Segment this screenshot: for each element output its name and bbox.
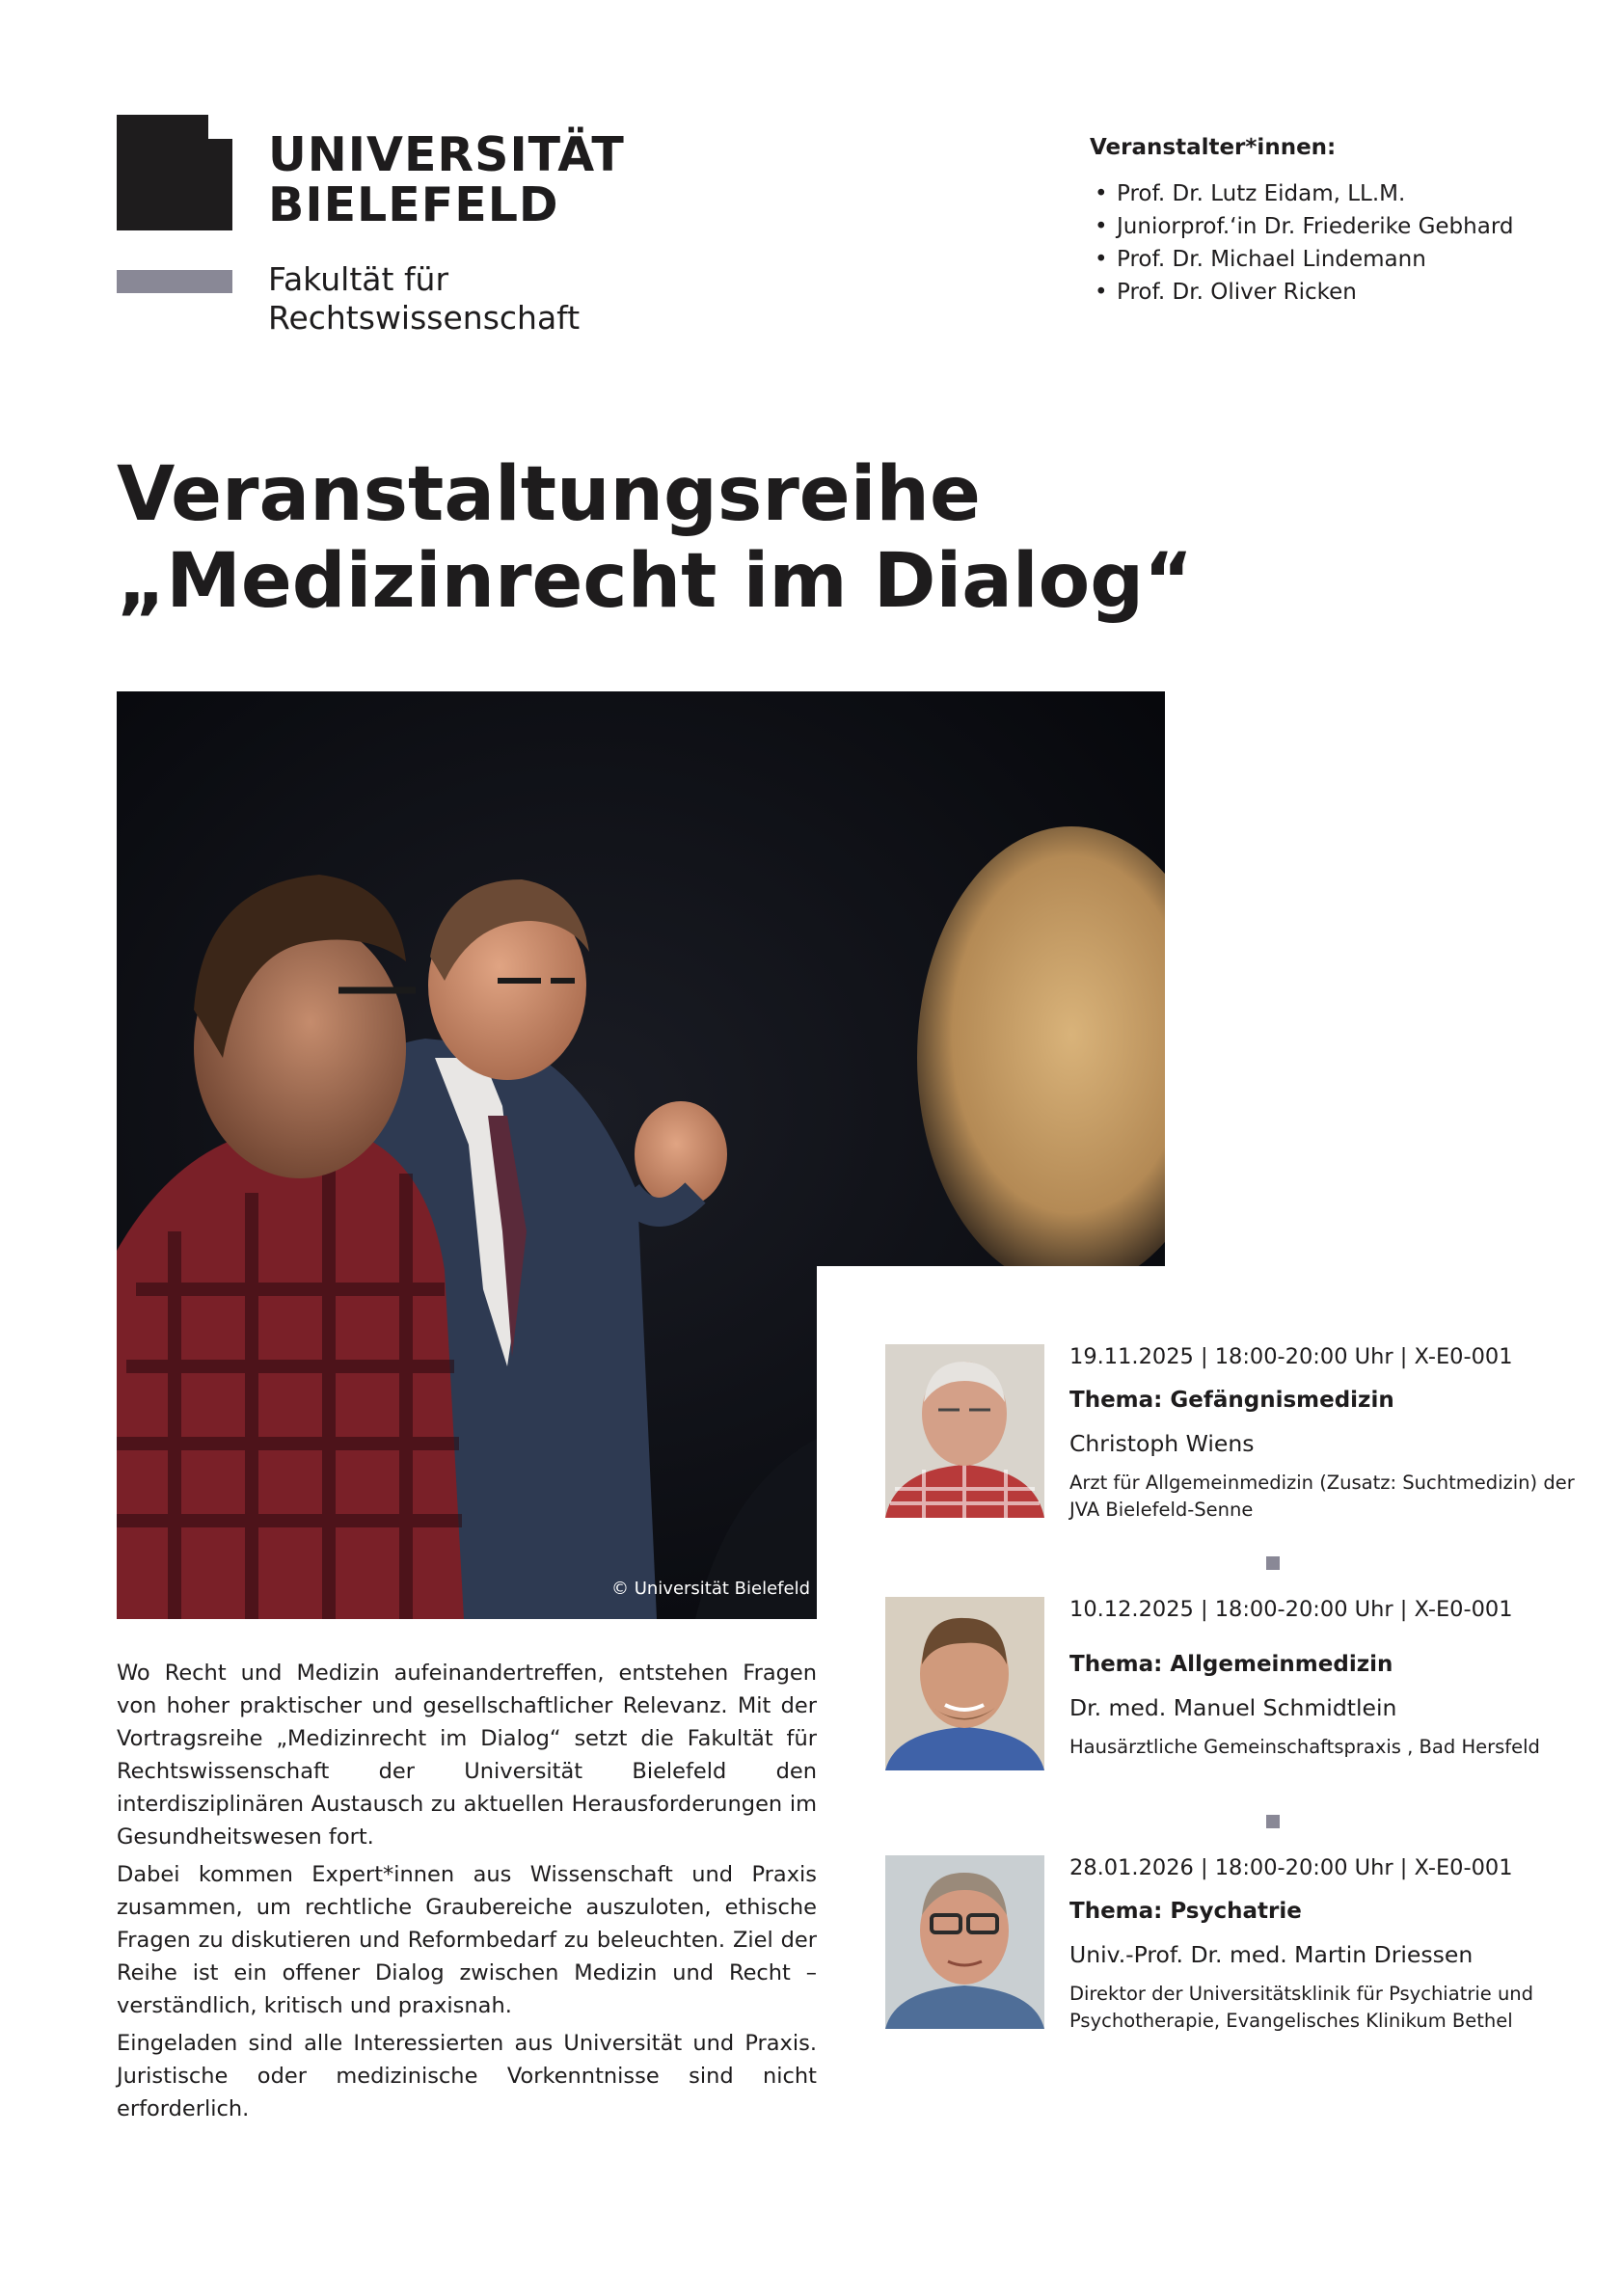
page-title-line1: Veranstaltungsreihe: [117, 451, 981, 538]
event-date: 10.12.2025 | 18:00-20:00 Uhr | X-E0-001: [1069, 1597, 1513, 1622]
event-details: [1069, 1344, 1590, 1524]
event-speaker-role: Hausärztliche Gemeinschaftspraxis , Bad Hersfeld: [1069, 1736, 1540, 1758]
intro-paragraph: Dabei kommen Expert*innen aus Wissenschaft und Praxis zusammen, um rechtliche Graubereiche auszuloten, ethische Fragen zu diskutieren und Reformbedarf zu beleuchten. Ziel der Reihe ist ein offener Dialog zwischen Medizin und Recht – verständlich, kritisch und praxisnah.: [117, 1862, 817, 2018]
organisers-list: [1090, 177, 1513, 309]
event-speaker-role: Direktor der Universitätsklinik für Psychiatrie und Psychotherapie, Evangelisches Klinikum Bethel: [1069, 1983, 1534, 2032]
university-name-line1: UNIVERSITÄT: [268, 127, 625, 182]
event-speaker: Univ.-Prof. Dr. med. Martin Driessen: [1069, 1941, 1474, 1968]
speaker-portrait: [885, 1344, 1044, 1518]
university-logo-icon: [117, 115, 232, 230]
event-details: [1069, 1855, 1590, 2035]
organisers-block: [1090, 135, 1513, 309]
event-topic: Thema: Gefängnismedizin: [1069, 1388, 1394, 1413]
intro-paragraph: Eingeladen sind alle Interessierten aus Universität und Praxis. Juristische oder medizinische Vorkenntnisse sind nicht erforderlich.: [117, 2031, 817, 2121]
page-title-line2: „Medizinrecht im Dialog“: [117, 538, 1194, 625]
organiser-item: • Prof. Dr. Lutz Eidam, LL.M.: [1090, 177, 1513, 210]
event-speaker-role: Arzt für Allgemeinmedizin (Zusatz: Suchtmedizin) der JVA Bielefeld-Senne: [1069, 1472, 1575, 1521]
faculty-name: [268, 260, 580, 338]
intro-text: [117, 1657, 817, 2130]
organiser-item: • Juniorprof.‘in Dr. Friederike Gebhard: [1090, 210, 1513, 243]
event-date: 28.01.2026 | 18:00-20:00 Uhr | X-E0-001: [1069, 1855, 1513, 1880]
event-separator: [1266, 1556, 1280, 1570]
faculty-name-line1: Fakultät für: [268, 260, 449, 298]
event-topic: Thema: Allgemeinmedizin: [1069, 1652, 1393, 1677]
event-date: 19.11.2025 | 18:00-20:00 Uhr | X-E0-001: [1069, 1344, 1513, 1369]
logo-accent-bar: [117, 270, 232, 293]
page-title: [117, 451, 1193, 625]
speaker-portrait: [885, 1855, 1044, 2029]
faculty-name-line2: Rechtswissenschaft: [268, 299, 581, 337]
event-speaker: Dr. med. Manuel Schmidtlein: [1069, 1694, 1397, 1721]
event-speaker: Christoph Wiens: [1069, 1430, 1255, 1457]
organiser-item: • Prof. Dr. Oliver Ricken: [1090, 276, 1513, 309]
university-name-line2: BIELEFELD: [268, 177, 559, 232]
event-separator: [1266, 1815, 1280, 1828]
university-name: [268, 127, 625, 232]
event-topic: Thema: Psychatrie: [1069, 1899, 1302, 1924]
organiser-item: • Prof. Dr. Michael Lindemann: [1090, 243, 1513, 276]
speaker-portrait: [885, 1597, 1044, 1770]
organisers-heading: Veranstalter*innen:: [1090, 135, 1337, 160]
event-details: [1069, 1597, 1590, 1761]
intro-paragraph: Wo Recht und Medizin aufeinandertreffen, entstehen Fragen von hoher praktischer und gesellschaftlicher Relevanz. Mit der Vortragsreihe „Medizinrecht im Dialog“ setzt die Fakultät für Rechtswissenschaft der Universität Bielefeld den interdisziplinären Austausch zu aktuellen Herausforderungen im Gesundheitswesen fort.: [117, 1661, 817, 1850]
photo-credit: © Universität Bielefeld: [611, 1579, 811, 1599]
